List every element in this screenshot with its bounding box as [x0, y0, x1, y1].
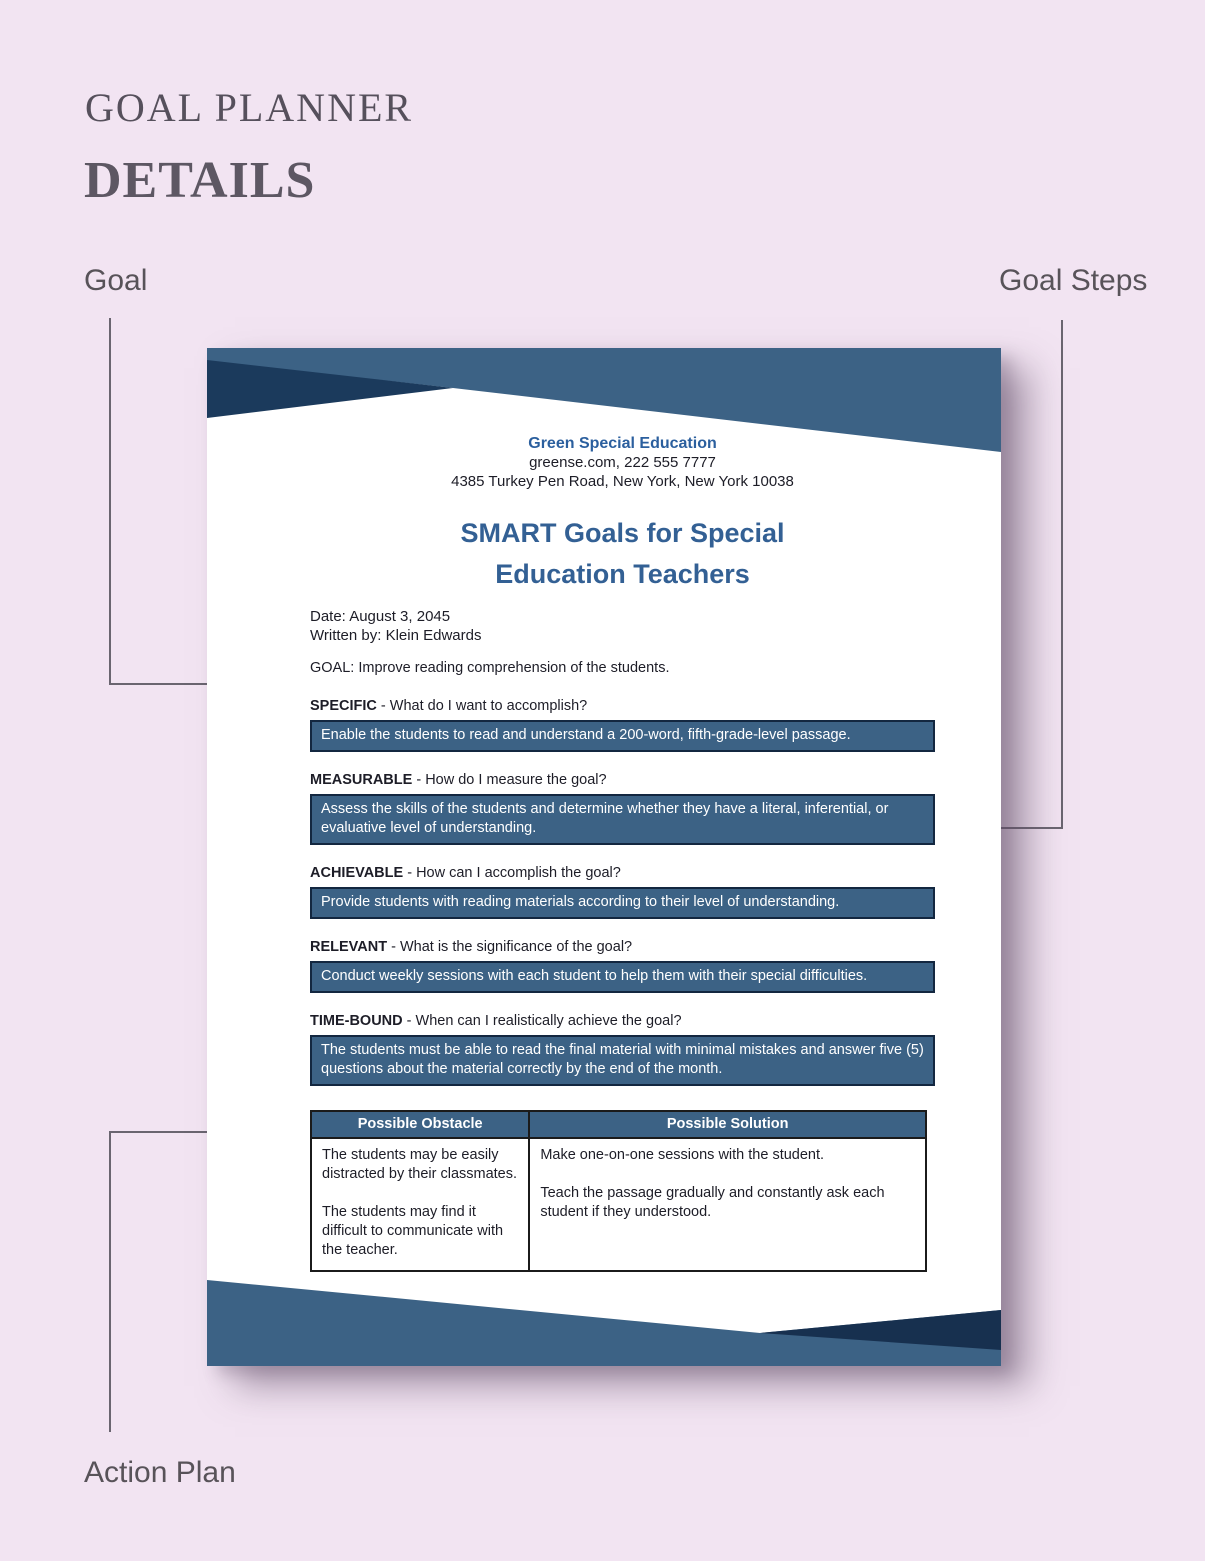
- action-plan-connector-vertical: [109, 1131, 111, 1432]
- written-by-line: Written by: Klein Edwards: [310, 627, 482, 644]
- section-question: - When can I realistically achieve the goal?: [406, 1013, 682, 1029]
- action-plan-callout-label: Action Plan: [84, 1456, 236, 1489]
- solution-item: Make one-on-one sessions with the student.: [540, 1147, 825, 1163]
- table-row: [311, 1138, 926, 1271]
- obstacle-cell: [311, 1138, 529, 1271]
- answer-box-specific: Enable the students to read and understand a 200-word, fifth-grade-level passage.: [310, 720, 935, 752]
- obstacle-solution-table: [310, 1110, 927, 1272]
- answer-box-relevant: Conduct weekly sessions with each student to help them with their special difficulties.: [310, 961, 935, 993]
- document-meta: [310, 607, 935, 645]
- section-label-measurable: [310, 771, 935, 790]
- section-question: - How do I measure the goal?: [416, 772, 607, 788]
- document-title: [310, 513, 935, 595]
- section-keyword: MEASURABLE: [310, 772, 413, 788]
- section-question: - How can I accomplish the goal?: [407, 865, 621, 881]
- organization-contact: greense.com, 222 555 7777: [529, 454, 716, 471]
- table-header-row: [311, 1111, 926, 1138]
- section-label-achievable: [310, 864, 935, 883]
- section-keyword: ACHIEVABLE: [310, 865, 404, 881]
- organization-name: Green Special Education: [528, 435, 717, 452]
- goal-statement: GOAL: Improve reading comprehension of the students.: [310, 660, 670, 676]
- page-title: GOAL PLANNER: [85, 85, 414, 130]
- document-page: [207, 348, 1001, 1366]
- page-subtitle: DETAILS: [84, 152, 316, 209]
- section-label-relevant: [310, 938, 935, 957]
- document-title-line2: Education Teachers: [495, 559, 750, 589]
- goal-connector-vertical: [109, 318, 111, 685]
- obstacle-item: The students may find it difficult to communicate with the teacher.: [322, 1204, 504, 1258]
- section-keyword: RELEVANT: [310, 939, 388, 955]
- answer-box-achievable: Provide students with reading materials according to their level of understanding.: [310, 887, 935, 919]
- goal-steps-connector-vertical: [1061, 320, 1063, 829]
- document-title-line1: SMART Goals for Special: [460, 518, 785, 548]
- section-label-time-bound: [310, 1012, 935, 1031]
- section-question: - What is the significance of the goal?: [391, 939, 633, 955]
- solution-item: Teach the passage gradually and constantly ask each student if they understood.: [540, 1185, 885, 1220]
- answer-box-measurable: Assess the skills of the students and determine whether they have a literal, inferential, or evaluative level of understanding.: [310, 794, 935, 845]
- document-footer-banner: [207, 1278, 1001, 1366]
- goal-callout-label: Goal: [84, 264, 148, 297]
- organization-address: 4385 Turkey Pen Road, New York, New York 10038: [451, 473, 794, 490]
- column-header-obstacle: Possible Obstacle: [311, 1111, 529, 1138]
- answer-box-time-bound: The students must be able to read the final material with minimal mistakes and answer five (5) questions about the material correctly by the end of the month.: [310, 1035, 935, 1086]
- solution-cell: [529, 1138, 926, 1271]
- column-header-solution: Possible Solution: [529, 1111, 926, 1138]
- date-line: Date: August 3, 2045: [310, 608, 451, 625]
- obstacle-item: The students may be easily distracted by their classmates.: [322, 1147, 518, 1182]
- goal-steps-callout-label: Goal Steps: [999, 264, 1148, 297]
- section-keyword: SPECIFIC: [310, 698, 377, 714]
- section-keyword: TIME-BOUND: [310, 1013, 403, 1029]
- section-question: - What do I want to accomplish?: [380, 698, 588, 714]
- section-label-specific: [310, 697, 935, 716]
